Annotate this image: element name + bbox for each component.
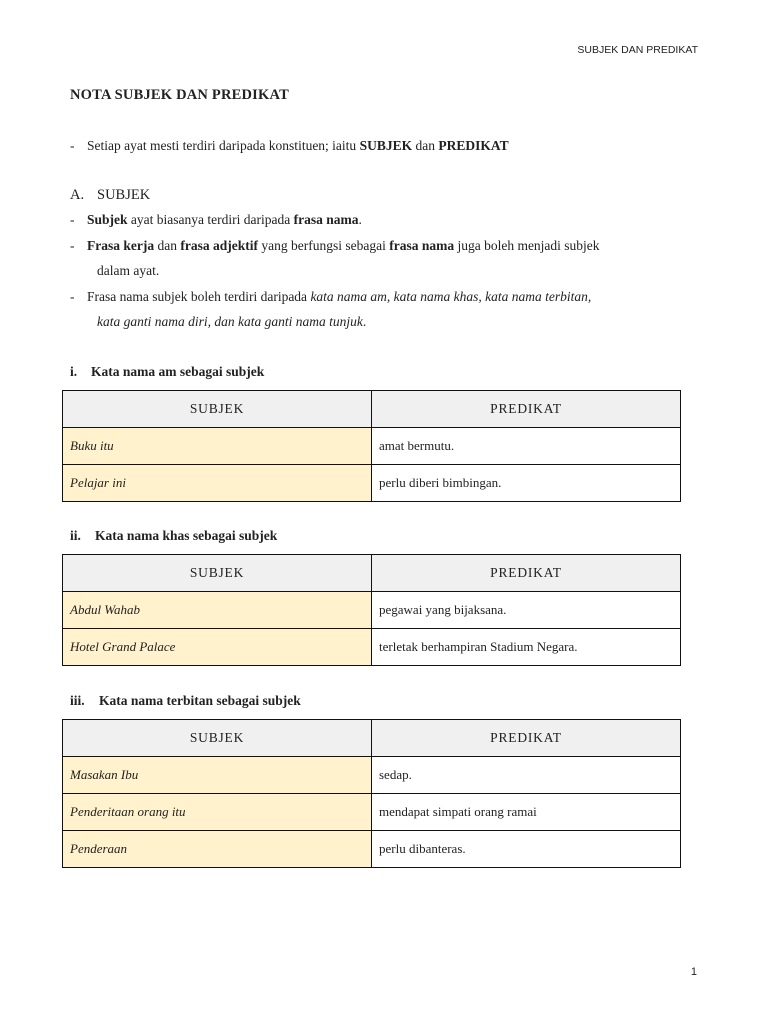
column-header-predikat: PREDIKAT xyxy=(372,391,681,428)
text: Frasa nama subjek boleh terdiri daripada xyxy=(87,289,311,304)
heading-number: iii. xyxy=(70,693,85,708)
table-row xyxy=(63,831,681,868)
table-row xyxy=(63,592,681,629)
page-number: 1 xyxy=(690,966,697,978)
intro-bold-predikat: PREDIKAT xyxy=(438,138,509,153)
subject-cell: Masakan Ibu xyxy=(63,757,372,794)
text: ayat biasanya terdiri daripada xyxy=(127,212,294,227)
column-header-subjek: SUBJEK xyxy=(63,720,372,757)
predicate-cell: perlu diberi bimbingan. xyxy=(372,465,681,502)
predicate-cell: sedap. xyxy=(372,757,681,794)
bold-text: frasa nama xyxy=(293,212,359,227)
bullet-1 xyxy=(70,212,362,228)
table-row xyxy=(63,794,681,831)
bullet-2-continuation: dalam ayat. xyxy=(97,263,160,278)
table-kata-nama-terbitan xyxy=(62,719,681,868)
heading-text: Kata nama am sebagai subjek xyxy=(91,364,265,379)
bold-text: frasa adjektif xyxy=(180,238,258,253)
bullet-3 xyxy=(70,289,591,305)
subject-cell: Hotel Grand Palace xyxy=(63,629,372,666)
predicate-cell: perlu dibanteras. xyxy=(372,831,681,868)
section-title: SUBJEK xyxy=(97,187,151,203)
bullet-dash: - xyxy=(70,238,75,253)
table-header-row xyxy=(63,720,681,757)
table-row xyxy=(63,757,681,794)
table-header-row xyxy=(63,555,681,592)
section-a-heading xyxy=(70,187,150,204)
column-header-predikat: PREDIKAT xyxy=(372,555,681,592)
table-row xyxy=(63,428,681,465)
subject-cell: Penderaan xyxy=(63,831,372,868)
subject-cell: Penderitaan orang itu xyxy=(63,794,372,831)
document-title: NOTA SUBJEK DAN PREDIKAT xyxy=(70,87,289,103)
bullet-dash: - xyxy=(70,289,75,304)
predicate-cell: mendapat simpati orang ramai xyxy=(372,794,681,831)
table-kata-nama-khas xyxy=(62,554,681,666)
table-header-row xyxy=(63,391,681,428)
italic-text: kata nama am, kata nama khas, kata nama terbitan, xyxy=(310,289,592,304)
heading-number: i. xyxy=(70,364,78,379)
column-header-subjek: SUBJEK xyxy=(63,391,372,428)
table-kata-nama-am xyxy=(62,390,681,502)
predicate-cell: pegawai yang bijaksana. xyxy=(372,592,681,629)
table-1-heading xyxy=(70,364,264,380)
text: . xyxy=(362,314,367,329)
subject-cell: Abdul Wahab xyxy=(63,592,372,629)
intro-bold-subjek: SUBJEK xyxy=(359,138,413,153)
bullet-dash: - xyxy=(70,212,75,227)
table-3-heading xyxy=(70,693,301,709)
bold-text: frasa nama xyxy=(389,238,455,253)
running-header: SUBJEK DAN PREDIKAT xyxy=(577,44,698,56)
table-row xyxy=(63,629,681,666)
text: yang berfungsi sebagai xyxy=(257,238,390,253)
subject-cell: Pelajar ini xyxy=(63,465,372,502)
text: . xyxy=(358,212,362,227)
bold-text: Subjek xyxy=(87,212,128,227)
predicate-cell: terletak berhampiran Stadium Negara. xyxy=(372,629,681,666)
intro-text: Setiap ayat mesti terdiri daripada konstituen; iaitu xyxy=(87,138,360,153)
heading-text: Kata nama terbitan sebagai subjek xyxy=(99,693,301,708)
bullet-3-continuation xyxy=(97,314,366,330)
table-row xyxy=(63,465,681,502)
heading-text: Kata nama khas sebagai subjek xyxy=(95,528,278,543)
subject-cell: Buku itu xyxy=(63,428,372,465)
table-2-heading xyxy=(70,528,277,544)
intro-line xyxy=(70,138,509,154)
intro-text-dan: dan xyxy=(412,138,439,153)
column-header-predikat: PREDIKAT xyxy=(372,720,681,757)
text: dan xyxy=(154,238,181,253)
text: juga boleh menjadi subjek xyxy=(454,238,600,253)
column-header-subjek: SUBJEK xyxy=(63,555,372,592)
predicate-cell: amat bermutu. xyxy=(372,428,681,465)
bullet-dash: - xyxy=(70,138,75,153)
bold-text: Frasa kerja xyxy=(87,238,155,253)
italic-text: kata ganti nama diri, dan kata ganti nama tunjuk xyxy=(97,314,363,329)
section-letter: A. xyxy=(70,187,85,203)
heading-number: ii. xyxy=(70,528,81,543)
bullet-2 xyxy=(70,238,600,254)
